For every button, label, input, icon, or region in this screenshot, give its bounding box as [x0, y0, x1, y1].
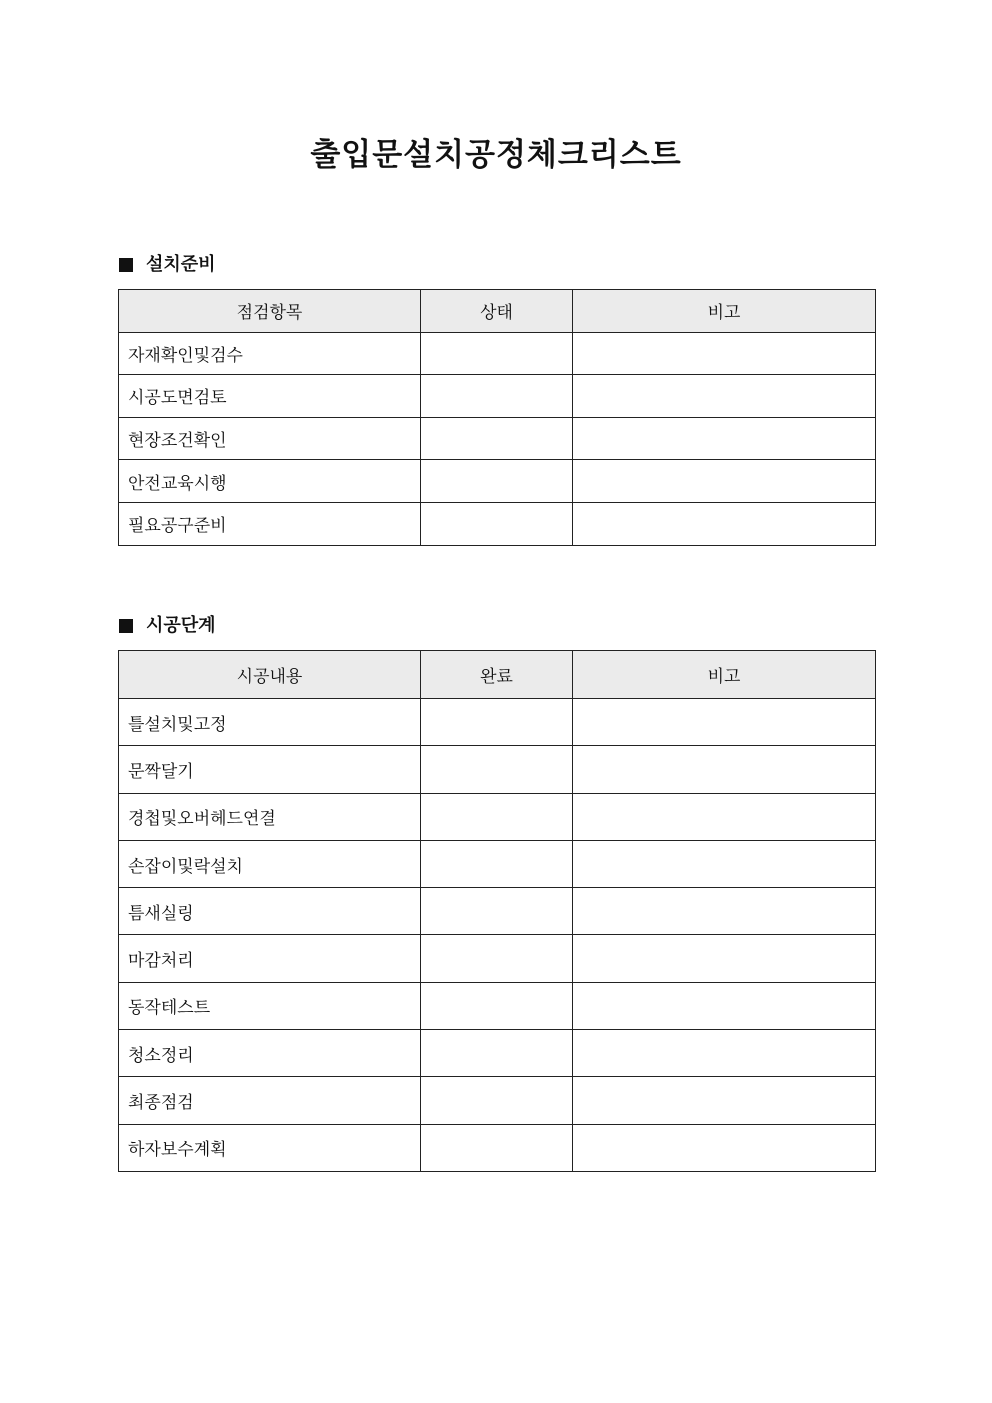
done-cell[interactable]: [421, 840, 573, 887]
status-cell[interactable]: [421, 332, 573, 375]
note-cell[interactable]: [573, 746, 876, 793]
done-cell[interactable]: [421, 982, 573, 1029]
table-row: [119, 502, 876, 545]
note-cell[interactable]: [573, 502, 876, 545]
page-title: 출입문설치공정체크리스트: [310, 137, 682, 173]
status-cell[interactable]: [421, 460, 573, 503]
item-cell: 동작테스트: [119, 982, 421, 1029]
table-row: [119, 982, 876, 1029]
section-heading-steps: [119, 614, 216, 638]
done-cell[interactable]: [421, 888, 573, 935]
item-cell: 필요공구준비: [119, 502, 421, 545]
column-header-item: 점검항목: [119, 290, 421, 333]
table-row: [119, 460, 876, 503]
note-cell[interactable]: [573, 332, 876, 375]
section-heading-label: 시공단계: [146, 615, 216, 636]
item-cell: 틀설치및고정: [119, 699, 421, 746]
table-row: [119, 935, 876, 982]
status-cell[interactable]: [421, 502, 573, 545]
note-cell[interactable]: [573, 888, 876, 935]
note-cell[interactable]: [573, 1077, 876, 1124]
table-row: [119, 699, 876, 746]
table-header-row: [119, 651, 876, 699]
note-cell[interactable]: [573, 1030, 876, 1077]
note-cell[interactable]: [573, 375, 876, 418]
column-header-done: 완료: [421, 651, 573, 699]
note-cell[interactable]: [573, 417, 876, 460]
done-cell[interactable]: [421, 1030, 573, 1077]
done-cell[interactable]: [421, 1077, 573, 1124]
table-row: [119, 840, 876, 887]
item-cell: 자재확인및검수: [119, 332, 421, 375]
column-header-note: 비고: [573, 290, 876, 333]
done-cell[interactable]: [421, 935, 573, 982]
table-row: [119, 793, 876, 840]
note-cell[interactable]: [573, 699, 876, 746]
done-cell[interactable]: [421, 699, 573, 746]
column-header-item: 시공내용: [119, 651, 421, 699]
section-heading-label: 설치준비: [146, 254, 216, 275]
table-row: [119, 746, 876, 793]
prep-checklist-table: [118, 289, 876, 546]
done-cell[interactable]: [421, 793, 573, 840]
column-header-status: 상태: [421, 290, 573, 333]
note-cell[interactable]: [573, 982, 876, 1029]
note-cell[interactable]: [573, 793, 876, 840]
note-cell[interactable]: [573, 460, 876, 503]
done-cell[interactable]: [421, 746, 573, 793]
section-heading-prep: [119, 253, 216, 277]
table-row: [119, 375, 876, 418]
table-row: [119, 332, 876, 375]
table-row: [119, 1030, 876, 1077]
square-bullet-icon: [119, 619, 133, 633]
item-cell: 틈새실링: [119, 888, 421, 935]
item-cell: 문짝달기: [119, 746, 421, 793]
square-bullet-icon: [119, 258, 133, 272]
item-cell: 마감처리: [119, 935, 421, 982]
note-cell[interactable]: [573, 840, 876, 887]
item-cell: 하자보수계획: [119, 1124, 421, 1171]
table-row: [119, 1077, 876, 1124]
table-row: [119, 888, 876, 935]
item-cell: 청소정리: [119, 1030, 421, 1077]
item-cell: 시공도면검토: [119, 375, 421, 418]
status-cell[interactable]: [421, 375, 573, 418]
item-cell: 경첩및오버헤드연결: [119, 793, 421, 840]
note-cell[interactable]: [573, 1124, 876, 1171]
table-row: [119, 1124, 876, 1171]
item-cell: 안전교육시행: [119, 460, 421, 503]
table-header-row: [119, 290, 876, 333]
steps-checklist-table: [118, 650, 876, 1172]
item-cell: 현장조건확인: [119, 417, 421, 460]
done-cell[interactable]: [421, 1124, 573, 1171]
item-cell: 손잡이및락설치: [119, 840, 421, 887]
item-cell: 최종점검: [119, 1077, 421, 1124]
status-cell[interactable]: [421, 417, 573, 460]
note-cell[interactable]: [573, 935, 876, 982]
column-header-note: 비고: [573, 651, 876, 699]
table-row: [119, 417, 876, 460]
